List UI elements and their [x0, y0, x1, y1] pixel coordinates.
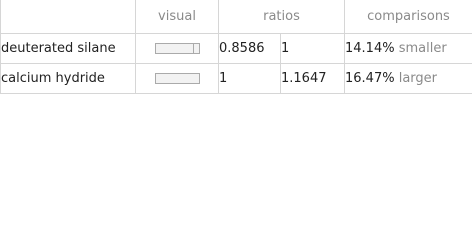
comparison-table	[0, 0, 472, 94]
ratio-bar-fill	[156, 44, 193, 53]
comparison-qualifier: larger	[398, 70, 438, 86]
ratio-value: 1	[219, 63, 281, 93]
ratio-value: 1	[281, 33, 345, 63]
ratio-bar	[155, 73, 200, 84]
ratio-bar-fill	[156, 74, 199, 83]
header-visual: visual	[136, 0, 219, 33]
comparison-percent: 14.14%	[345, 40, 395, 56]
ratio-value: 0.8586	[219, 33, 281, 63]
header-comparisons: comparisons	[345, 0, 472, 33]
table-row	[1, 63, 472, 93]
table-row	[1, 33, 472, 63]
row-label: deuterated silane	[1, 33, 136, 63]
ratio-bar	[155, 43, 200, 54]
visual-cell	[136, 63, 219, 93]
header-row	[1, 0, 472, 33]
comparison-percent: 16.47%	[345, 70, 395, 86]
ratio-bar-marker	[193, 44, 194, 53]
visual-cell	[136, 33, 219, 63]
header-ratios: ratios	[219, 0, 345, 33]
ratio-value: 1.1647	[281, 63, 345, 93]
comparison-qualifier: smaller	[398, 40, 447, 56]
comparison-cell	[345, 63, 472, 93]
row-label: calcium hydride	[1, 63, 136, 93]
comparison-cell	[345, 33, 472, 63]
header-blank	[1, 0, 136, 33]
